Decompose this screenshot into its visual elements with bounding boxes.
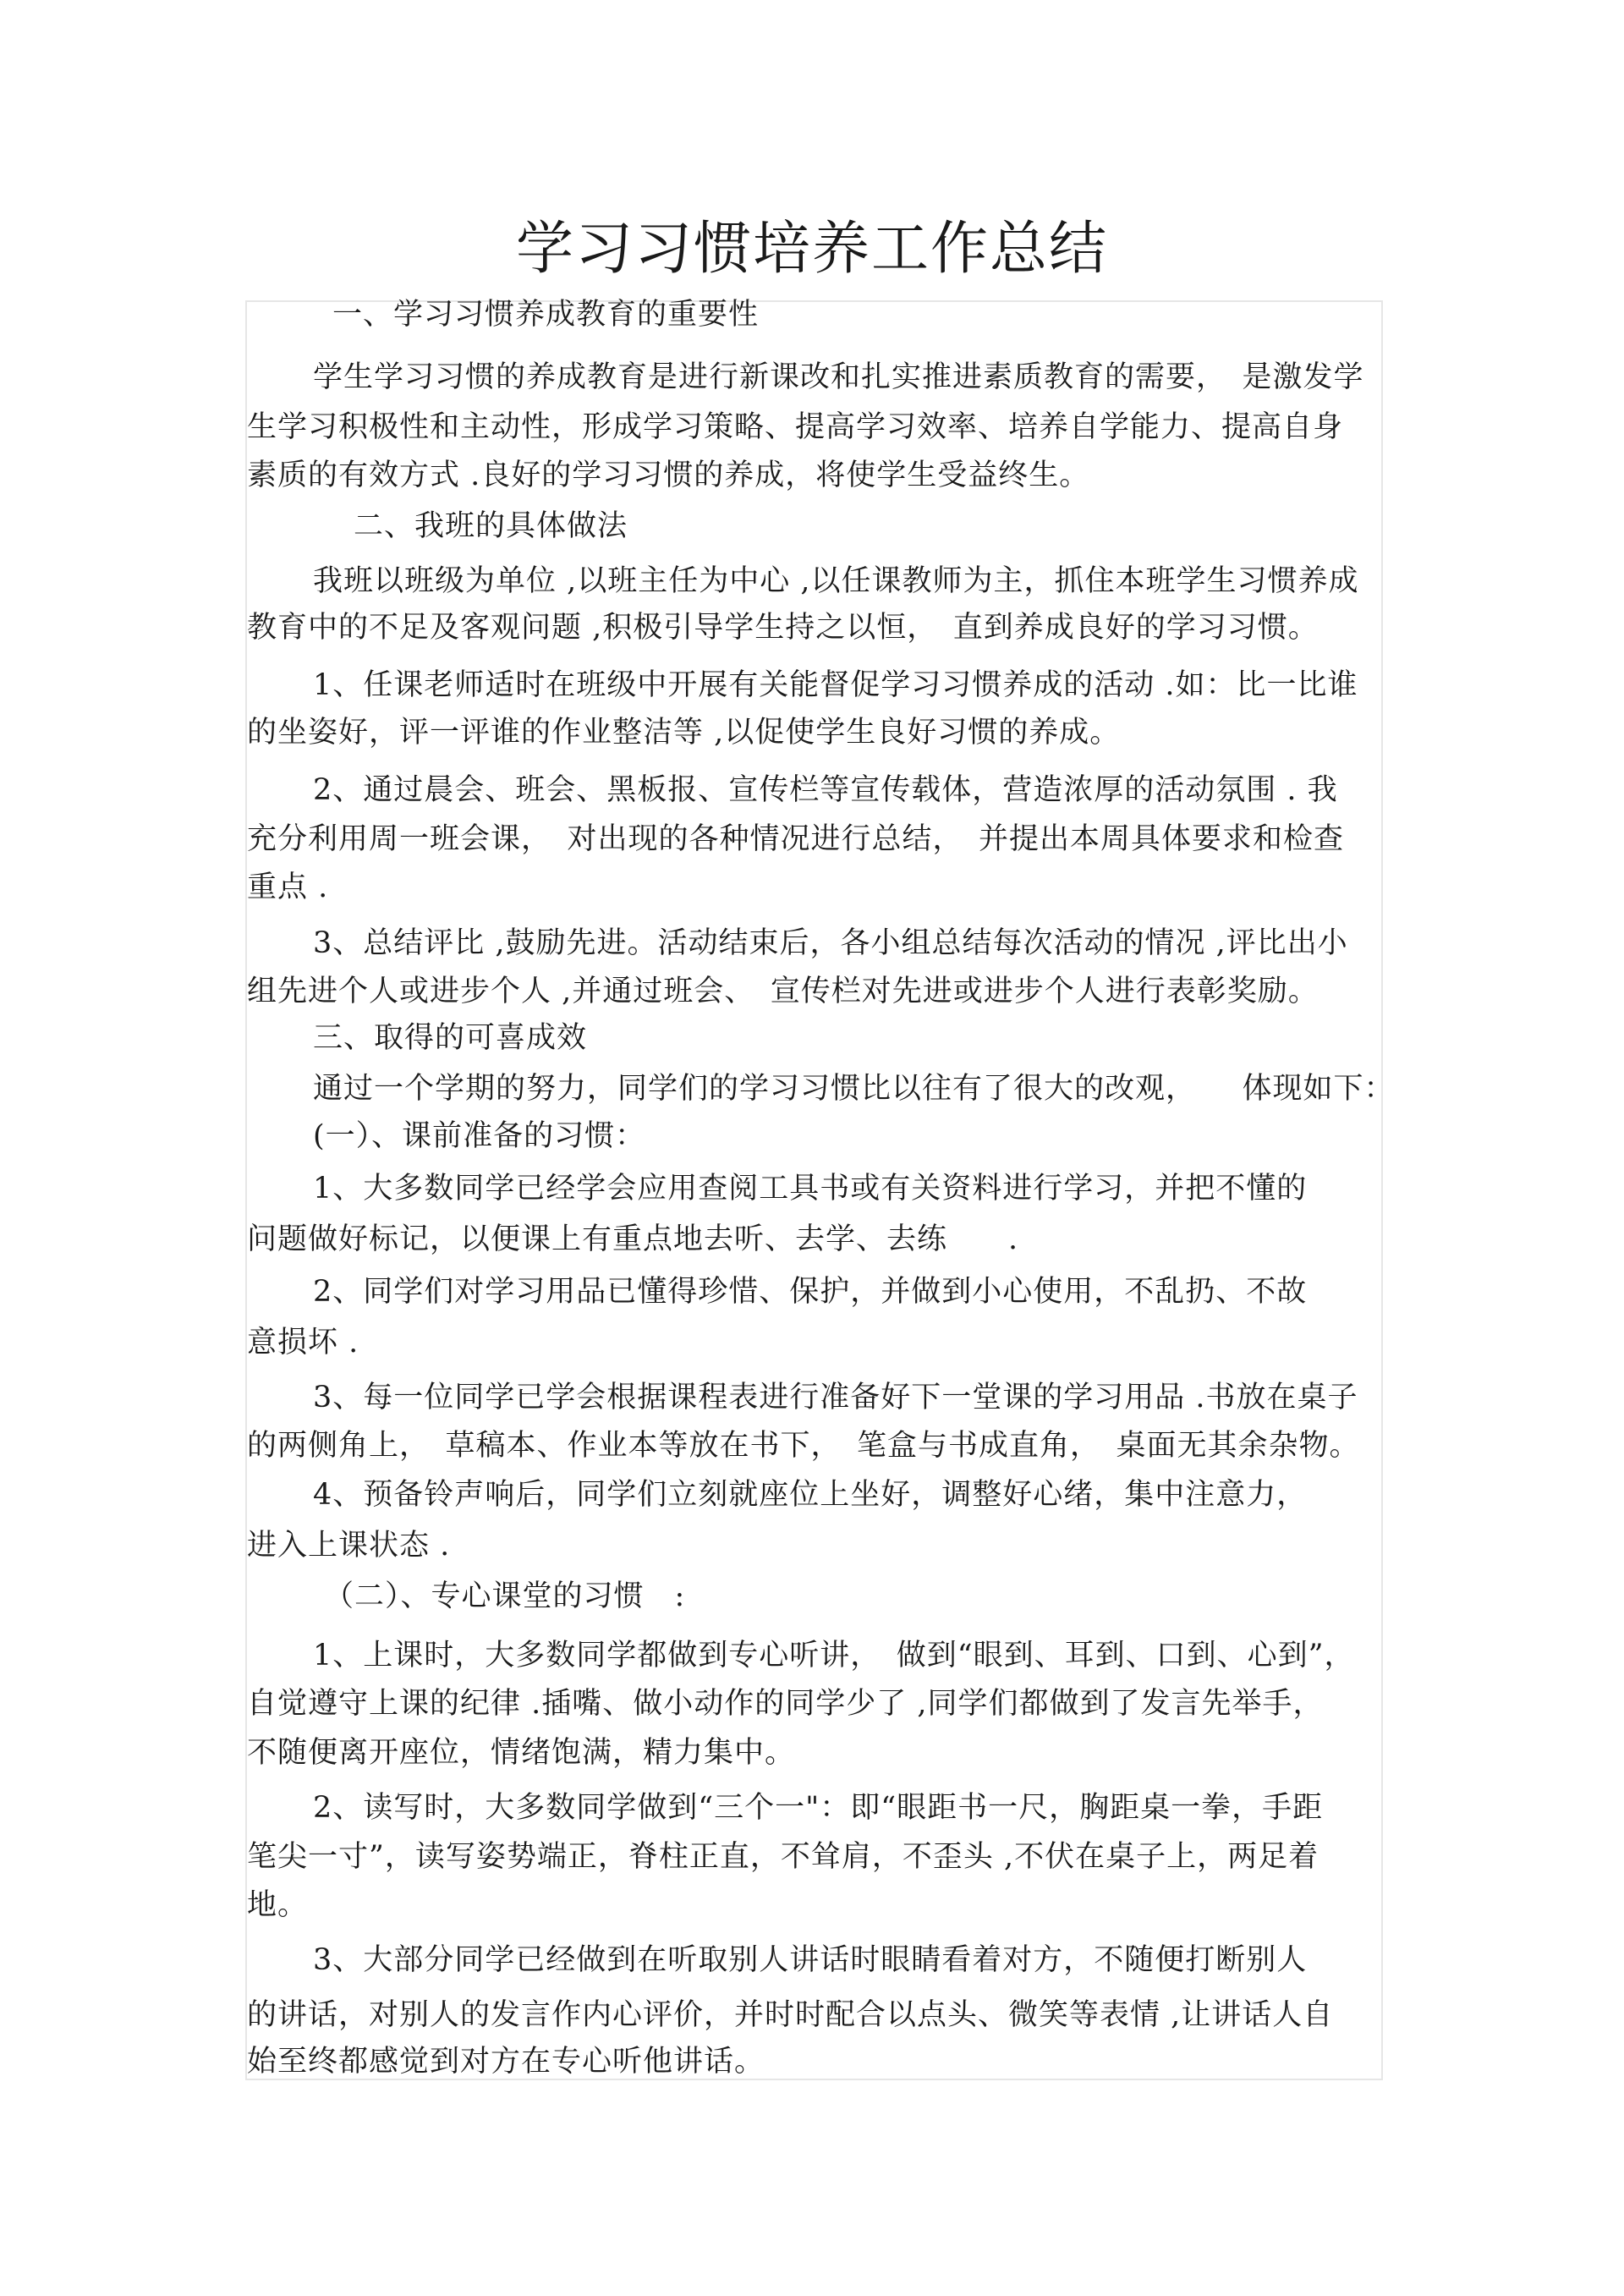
body-line: 2、通过晨会、班会、黑板报、宣传栏等宣传载体，营造浓厚的活动氛围 . 我 xyxy=(313,773,1338,807)
body-line: 3、每一位同学已学会根据课程表进行准备好下一堂课的学习用品 .书放在桌子 xyxy=(313,1381,1358,1414)
section-heading-3: 三、取得的可喜成效 xyxy=(313,1021,588,1055)
body-line: 重点 . xyxy=(247,871,329,904)
body-line: 1、上课时，大多数同学都做到专心听讲， 做到“眼到、耳到、口到、心到”， xyxy=(313,1639,1355,1673)
body-line: 组先进个人或进步个人 ,并通过班会、 宣传栏对先进或进步个人进行表彰奖励。 xyxy=(247,975,1319,1008)
body-line: 2、同学们对学习用品已懂得珍惜、保护，并做到小心使用，不乱扔、不故 xyxy=(313,1275,1308,1309)
body-line: 充分利用周一班会课， 对出现的各种情况进行总结， 并提出本周具体要求和检查 xyxy=(247,822,1345,856)
body-line: 1、任课老师适时在班级中开展有关能督促学习习惯养成的活动 .如：比一比谁 xyxy=(313,668,1358,702)
body-line: 生学习积极性和主动性，形成学习策略、提高学习效率、培养自学能力、提高自身 xyxy=(247,410,1344,444)
subsection-heading-2: （二）、专心课堂的习惯 : xyxy=(324,1579,686,1613)
body-line: 2、读写时，大多数同学做到“三个一"：即“眼距书一尺，胸距桌一拳，手距 xyxy=(313,1791,1324,1825)
body-line: 1、大多数同学已经学会应用查阅工具书或有关资料进行学习，并把不懂的 xyxy=(313,1172,1308,1206)
body-line: 的讲话，对别人的发言作内心评价，并时时配合以点头、微笑等表情 ,让讲话人自 xyxy=(247,1998,1334,2032)
body-line: 通过一个学期的努力，同学们的学习习惯比以往有了很大的改观， 体现如下： xyxy=(313,1072,1395,1106)
section-heading-1: 一、学习习惯养成教育的重要性 xyxy=(332,298,760,332)
body-line: 素质的有效方式 .良好的学习习惯的养成，将使学生受益终生。 xyxy=(247,459,1090,492)
body-line: 3、总结评比 ,鼓励先进。活动结束后，各小组总结每次活动的情况 ,评比出小 xyxy=(313,926,1348,960)
body-line: 的坐姿好，评一评谁的作业整洁等 ,以促使学生良好习惯的养成。 xyxy=(247,716,1121,750)
section-heading-2: 二、我班的具体做法 xyxy=(354,509,628,543)
body-line: 始至终都感觉到对方在专心听他讲话。 xyxy=(247,2045,765,2079)
body-line: 笔尖一寸”，读写姿势端正，脊柱正直，不耸肩，不歪头 ,不伏在桌子上，两足着 xyxy=(247,1840,1320,1874)
body-line: 不随便离开座位，情绪饱满，精力集中。 xyxy=(247,1736,796,1770)
page-title: 学习习惯培养工作总结 xyxy=(515,216,1108,283)
body-line: 问题做好标记，以便课上有重点地去听、去学、去练 . xyxy=(247,1222,1019,1256)
body-line: 意损坏 . xyxy=(247,1326,359,1359)
body-line: 4、预备铃声响后，同学们立刻就座位上坐好，调整好心绪，集中注意力， xyxy=(313,1478,1308,1512)
body-line: 我班以班级为单位 ,以班主任为中心 ,以任课教师为主，抓住本班学生习惯养成 xyxy=(313,564,1359,598)
body-line: 教育中的不足及客观问题 ,积极引导学生持之以恒， 直到养成良好的学习习惯。 xyxy=(247,611,1319,645)
body-line: 地。 xyxy=(247,1888,309,1922)
body-line: 自觉遵守上课的纪律 .插嘴、做小动作的同学少了 ,同学们都做到了发言先举手， xyxy=(247,1687,1324,1721)
subsection-heading-1: (一）、课前准备的习惯： xyxy=(313,1119,646,1153)
body-line: 的两侧角上， 草稿本、作业本等放在书下， 笔盒与书成直角， 桌面无其余杂物。 xyxy=(247,1429,1360,1463)
body-line: 3、大部分同学已经做到在听取别人讲话时眼睛看着对方，不随便打断别人 xyxy=(313,1943,1308,1977)
body-line: 进入上课状态 . xyxy=(247,1529,451,1563)
body-line: 学生学习习惯的养成教育是进行新课改和扎实推进素质教育的需要， 是激发学 xyxy=(313,360,1364,394)
